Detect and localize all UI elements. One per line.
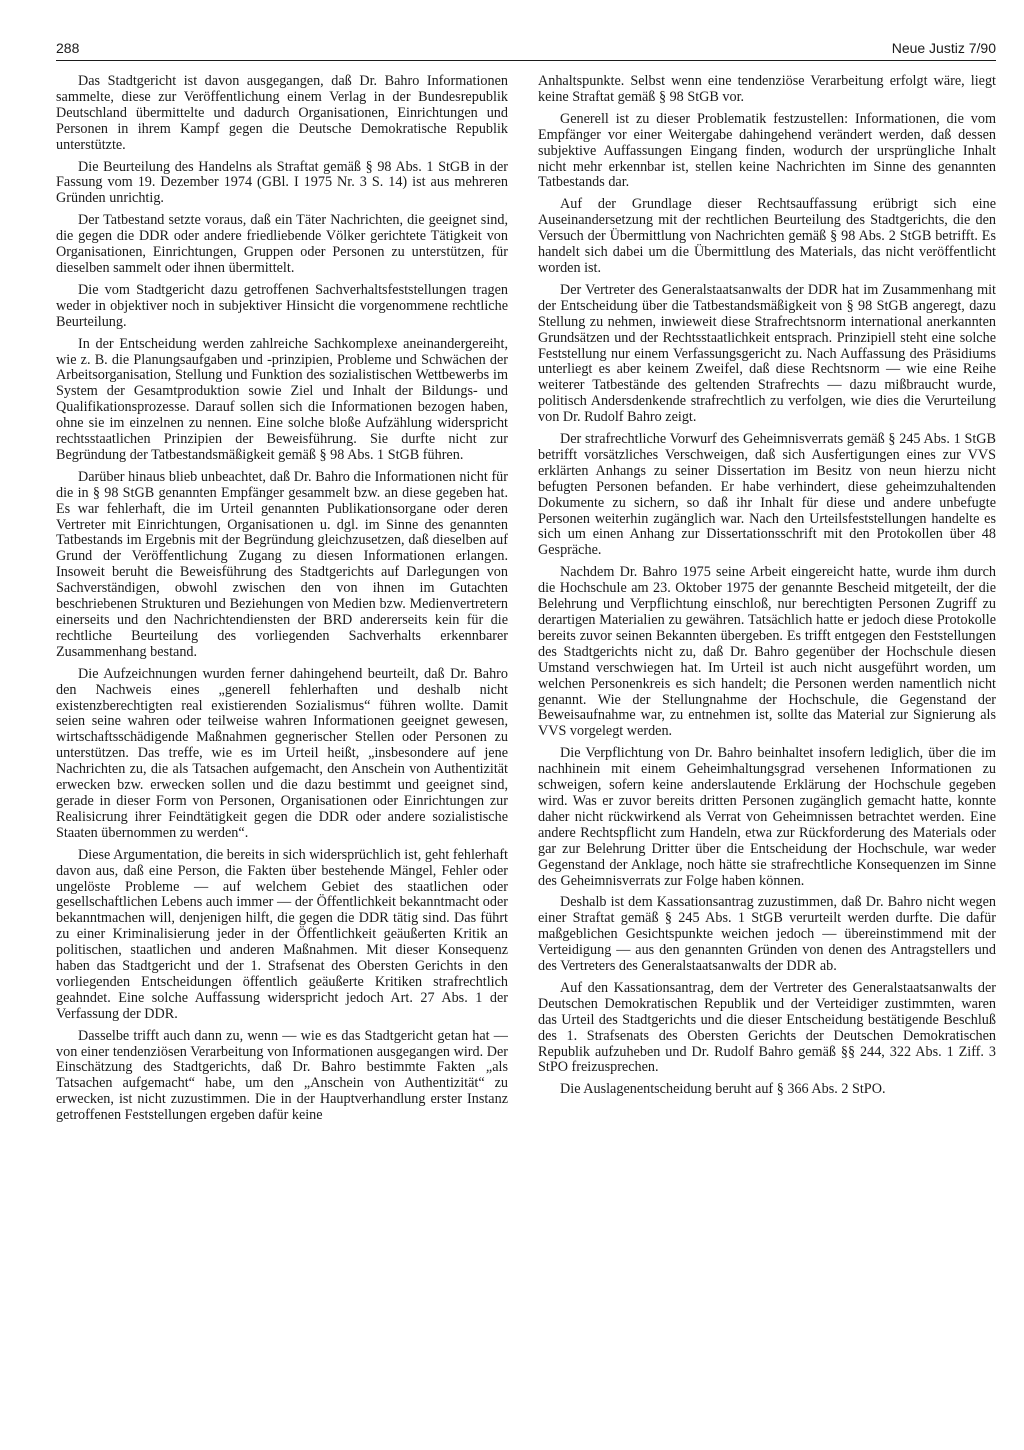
paragraph: Der Tatbestand setzte voraus, daß ein Täter Nachrichten, die geeignet sind, die gegen die DDR oder andere friedliebende Völker gerichtete Tätigkeit von Organisationen, Einrichtungen, Gruppen oder Personen zu unterstützen, für dieselben sammelt oder ihnen übermittelt. [56,212,508,276]
right-column [538,74,996,1434]
paragraph-continued: Anhaltspunkte. Selbst wenn eine tendenziöse Verarbeitung erfolgt wäre, liegt keine Straftat gemäß § 98 StGB vor. [538,74,996,105]
paragraph: Die Aufzeichnungen wurden ferner dahingehend beurteilt, daß Dr. Bahro den Nachweis eines „generell fehlerhaften und deshalb nicht existenzberechtigten real existierenden Sozialismus“ führen wollte. Damit seien seine wahren oder teilweise wahren Informationen geeignet gewesen, wirtschaftsschädigende Maßnahmen gegnerischer Stellen oder Personen zu unterstützen. Das treffe, wie es im Urteil heißt, „insbesondere auf jene Nachrichten zu, die als Tatsachen aufgemacht, den Anschein von Authentizität erwecken bzw. erwecken sollen und die dazu bestimmt und geeignet sind, gerade in dieser Form von Personen, Organisationen oder Einrichtungen zur Realisicrung ihrer Feindtätigkeit gegen die DDR oder andere sozialistische Staaten übernommen zu werden“. [56,665,508,841]
paragraph: Die Auslagenentscheidung beruht auf § 366 Abs. 2 StPO. [560,1081,886,1098]
journal-title: Neue Justiz 7/90 [891,40,996,56]
paragraph: Generell ist zu dieser Problematik festzustellen: Informationen, die vom Empfänger vor einer Weitergabe dahingehend verändert werden, daß dessen subjektive Auffassungen Eingang finden, wodurch der ursprüngliche Inhalt nicht mehr erkennbar ist, stellen keine Nachrichten im Sinne des genannten Tatbestands dar. [538,110,996,191]
paragraph: Deshalb ist dem Kassationsantrag zuzustimmen, daß Dr. Bahro nicht wegen einer Straftat gemäß § 245 Abs. 1 StGB verurteilt werden durfte. Die dafür maßgeblichen Gesichtspunkte weichen jedoch — übereinstimmend mit der Verteidigung — aus den genannten Gründen von denen des Antragstellers und des Vertreters des Generalstaatsanwalts der DDR ab. [538,894,996,975]
paragraph: Der Vertreter des Generalstaatsanwalts der DDR hat im Zusammenhang mit der Entscheidung über die Tatbestandsmäßigkeit von § 98 StGB angeregt, dazu Stellung zu nehmen, inwieweit diese Strafrechtsnorm international anerkannten Grundsätzen und der Rechtsstaatlichkeit entsprach. Prinzipiell steht eine solche Feststellung nur einem Verfassungsgericht zu. Nach Auffassung des Präsidiums unterliegt es aber keinem Zweifel, daß diese Rechtsnorm — wie eine Reihe weiterer Tatbestände des geltenden Strafrechts — dazu mißbraucht wurde, politisch Andersdenkende strafrechtlich zu verfolgen, wie dies die Verurteilung von Dr. Rudolf Bahro zeigt. [538,281,996,426]
paragraph: Die Beurteilung des Handelns als Straftat gemäß § 98 Abs. 1 StGB in der Fassung vom 19. Dezember 1974 (GBl. I 1975 Nr. 3 S. 14) ist aus mehreren Gründen unrichtig. [56,158,508,207]
page-number: 288 [56,40,80,56]
paragraph: Auf den Kassationsantrag, dem der Vertreter des Generalstaatsanwalts der Deutschen Demokratischen Republik und der Verteidiger zustimmten, waren das Urteil des Stadtgerichts und die dieser Entscheidung bestätigende Beschluß des 1. Strafsenats des Obersten Gerichts der Deutschen Demokratischen Republik aufzuheben und Dr. Rudolf Bahro gemäß §§ 244, 322 Abs. 1 Ziff. 3 StPO freizusprechen. [538,979,996,1076]
page-header [56,34,996,61]
paragraph: Der strafrechtliche Vorwurf des Geheimnisverrats gemäß § 245 Abs. 1 StGB betrifft vorsätzliches Verschweigen, daß sich Ausfertigungen eines zur VVS erklärten Anhangs zu seiner Dissertation im Besitz von neun hierzu nicht befugten Personen befanden. Er habe verhindert, diese geheimzuhaltenden Dokumente zu sichern, so daß ihr Inhalt für diese und andere unbefugte Personen weiterhin zugänglich war. Nach den Urteilsfeststellungen handelte es sich um einen Anhang zur Dissertationsschrift mit den Protokollen über 48 Gespräche. [538,431,996,559]
paragraph: Die vom Stadtgericht dazu getroffenen Sachverhaltsfeststellungen tragen weder in objektiver noch in subjektiver Hinsicht die vorgenommene rechtliche Beurteilung. [56,281,508,330]
paragraph: Dasselbe trifft auch dann zu, wenn — wie es das Stadtgericht getan hat — von einer tendenziösen Verarbeitung von Informationen ausgegangen wird. Der Einschätzung des Stadtgerichts, daß Dr. Bahro bestimmte Fakten „als Tatsachen aufgemacht“ habe, um den „Anschein von Authentizität“ zu erwecken, ist nicht zuzustimmen. Die in der Hauptverhandlung erster Instanz getroffenen Feststellungen ergeben dafür keine [56,1027,508,1124]
left-column [56,74,508,1434]
paragraph: Darüber hinaus blieb unbeachtet, daß Dr. Bahro die Informationen nicht für die in § 98 StGB genannten Empfänger gesammelt bzw. an diese gegeben hat. Es war fehlerhaft, die im Urteil genannten Publikationsorgane oder deren Vertreter mit Einrichtungen, Organisationen u. dgl. im Sinne des genannten Tatbestands im Ergebnis mit der Begründung gleichzusetzen, daß dieselben auf Grund der Veröffentlichung Zugang zu diesen Informationen erlangen. Insoweit beruht die Beweisführung des Stadtgerichts auf Darlegungen von Sachverständigen, obwohl zwischen den von ihnen im Gutachten beschriebenen Strukturen und Beziehungen von Medien bzw. Medienvertretern einerseits und den Nachrichtendiensten der BRD andererseits kein für die rechtliche Beurteilung des vorliegenden Sachverhalts erkennbarer Zusammenhang bestand. [56,468,508,660]
paragraph: Nachdem Dr. Bahro 1975 seine Arbeit eingereicht hatte, wurde ihm durch die Hochschule am 23. Oktober 1975 der genannte Bescheid mitgeteilt, der die Belehrung und Verpflichtung einschloß, nur berechtigten Personen Zugriff zu derartigen Materialien zu gewähren. Tatsächlich hatte er jedoch diese Protokolle bereits zuvor seinen Bekannten übergeben. Es trifft entgegen den Feststellungen des Stadtgerichts nicht zu, daß Dr. Bahro gegenüber der Hochschule diesen Umstand verschwiegen hat. Im Urteil ist auch nicht ausgeführt worden, um welchen Personenkreis es sich handelt; die Personen werden namentlich nicht genannt. Wie der Stellungnahme der Hochschule, die Gegenstand der Beweisaufnahme war, zu entnehmen ist, sollte das Material zur Signierung als VVS vorgelegt werden. [538,564,996,740]
paragraph: In der Entscheidung werden zahlreiche Sachkomplexe aneinandergereiht, wie z. B. die Planungsaufgaben und -prinzipien, Probleme und Schwächen der Arbeitsorganisation, Stellung und Funktion des sozialistischen Wettbewerbs im System der Gesamtproduktion sowie Ziel und Inhalt der Bildungs- und Qualifikationsprozesse. Darauf sollen sich die Informationen bezogen haben, ohne sie im einzelnen zu nennen. Eine solche bloße Aufzählung widerspricht rechtsstaatlichen Prinzipien der Beweisführung. Sie durfte nicht zur Begründung der Tatbestandsmäßigkeit gemäß § 98 Abs. 1 StGB führen. [56,335,508,463]
paragraph: Das Stadtgericht ist davon ausgegangen, daß Dr. Bahro Informationen sammelte, diese zur Veröffentlichung einem Verlag in der Bundesrepublik Deutschland übermittelte und dadurch Organisationen, Einrichtungen und Personen in ihrem Kampf gegen die Deutsche Demokratische Republik unterstützte. [56,74,508,153]
paragraph: Diese Argumentation, die bereits in sich widersprüchlich ist, geht fehlerhaft davon aus, daß eine Person, die Fakten über bestehende Mängel, Fehler oder ungelöste Probleme — auf welchem Gebiet des staatlichen oder gesellschaftlichen Lebens auch immer — der Öffentlichkeit bekanntmacht oder bekanntmachen will, denjenigen hilft, die gegen die DDR tätig sind. Das führt zu einer Kriminalisierung jeder in der Öffentlichkeit geäußerten Kritik an politischen, staatlichen und anderen Maßnahmen. Mit dieser Konsequenz haben das Stadtgericht und der 1. Strafsenat des Obersten Gerichts in den vorliegenden Entscheidungen öffentlich geäußerte Kritiken strafrechtlich geahndet. Eine solche Auffassung widerspricht jedoch Art. 27 Abs. 1 der Verfassung der DDR. [56,846,508,1022]
paragraph: Auf der Grundlage dieser Rechtsauffassung erübrigt sich eine Auseinandersetzung mit der rechtlichen Beurteilung des Stadtgerichts, die den Versuch der Übermittlung von Nachrichten gemäß § 98 Abs. 2 StGB betrifft. Es handelt sich dabei um die Übermittlung des Materials, das nicht veröffentlicht worden ist. [538,196,996,276]
paragraph: Die Verpflichtung von Dr. Bahro beinhaltet insofern lediglich, über die im nachhinein mit einem Geheimhaltungsgrad versehenen Informationen zu schweigen, sofern keine anderslautende Erklärung der Hochschule gegeben wird. Was er zuvor bereits dritten Personen zugänglich gemacht hatte, konnte daher nicht rückwirkend als Verrat von Geheimnissen betrachtet werden. Eine andere Rechtspflicht zum Handeln, etwa zur Rückforderung des Materials oder gar zur Belehrung Dritter über die Entscheidung der Hochschule, war weder Gegenstand der Anklage, noch hätte sie strafrechtliche Konsequenzen im Sinne des Geheimnisverrats zur Folge haben können. [538,745,996,889]
